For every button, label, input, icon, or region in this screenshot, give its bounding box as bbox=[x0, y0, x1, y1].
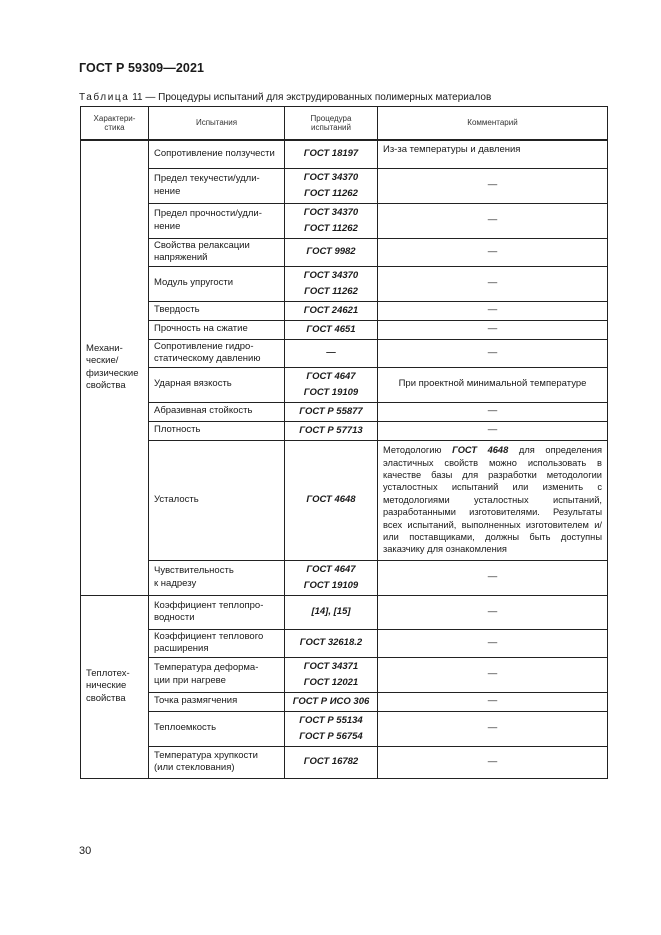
table-caption-label: Таблица bbox=[79, 92, 130, 103]
test-name: Абразивная стойкость bbox=[154, 405, 253, 417]
procedure-ref: ГОСТ Р 56754 bbox=[299, 730, 363, 742]
procedure-ref: ГОСТ 4648 bbox=[306, 494, 356, 505]
test-name: Усталость bbox=[154, 493, 199, 505]
col-header-comment bbox=[378, 107, 608, 141]
comment-text: — bbox=[487, 323, 498, 335]
procedure-ref: ГОСТ Р ИСО 306 bbox=[292, 695, 370, 707]
characteristic-text: Теплотех- нические свойства bbox=[86, 667, 130, 704]
procedure-cell bbox=[285, 421, 378, 440]
test-name: Коэффициент теплового расширения bbox=[154, 630, 264, 654]
comment-text: — bbox=[487, 424, 498, 436]
table-row bbox=[81, 320, 608, 339]
test-name-cell bbox=[149, 301, 285, 320]
procedure-ref: ГОСТ 16782 bbox=[303, 756, 359, 767]
test-name: Точка размягчения bbox=[154, 695, 238, 707]
procedure-ref: [14], [15] bbox=[311, 606, 351, 617]
comment-cell bbox=[378, 629, 608, 657]
procedure-cell bbox=[285, 266, 378, 301]
procedure-cell bbox=[285, 168, 378, 203]
table-row bbox=[81, 595, 608, 629]
test-name: Температура деформа- ции при нагреве bbox=[154, 662, 259, 686]
test-name: Коэффициент теплопро- водности bbox=[154, 599, 264, 623]
comment-cell bbox=[378, 238, 608, 266]
procedure-ref: ГОСТ Р 55877 bbox=[299, 405, 363, 417]
table-row bbox=[81, 367, 608, 402]
test-name-cell bbox=[149, 168, 285, 203]
table-row bbox=[81, 168, 608, 203]
procedure-ref: ГОСТ 4647 bbox=[306, 370, 356, 382]
test-name-cell bbox=[149, 402, 285, 421]
test-name: Теплоемкость bbox=[154, 722, 217, 734]
characteristic-cell bbox=[81, 140, 149, 595]
procedure-cell bbox=[285, 140, 378, 168]
table-row bbox=[81, 402, 608, 421]
comment-cell bbox=[378, 402, 608, 421]
comment-cell bbox=[378, 266, 608, 301]
comment-text: — bbox=[487, 571, 498, 583]
table-row bbox=[81, 203, 608, 238]
characteristic-cell bbox=[81, 595, 149, 778]
procedure-cell bbox=[285, 402, 378, 421]
procedure-cell bbox=[285, 560, 378, 595]
procedure-ref: ГОСТ 12021 bbox=[303, 676, 359, 688]
procedure-cell bbox=[285, 629, 378, 657]
table-caption bbox=[79, 92, 491, 103]
test-name-cell bbox=[149, 440, 285, 560]
test-name: Сопротивление ползучести bbox=[154, 148, 275, 159]
test-name-cell bbox=[149, 421, 285, 440]
procedure-cell bbox=[285, 339, 378, 367]
table-row bbox=[81, 711, 608, 746]
table-row bbox=[81, 657, 608, 692]
comment-cell bbox=[378, 440, 608, 560]
col-header-characteristic bbox=[81, 107, 149, 141]
comment-text: — bbox=[487, 304, 498, 316]
procedure-ref: ГОСТ Р 55134 bbox=[299, 714, 363, 726]
test-name-cell bbox=[149, 140, 285, 168]
procedure-ref: ГОСТ 34370 bbox=[303, 206, 359, 218]
procedure-cell bbox=[285, 711, 378, 746]
comment-text: Методологию bbox=[383, 445, 453, 456]
page-number: 30 bbox=[79, 845, 92, 857]
comment-cell bbox=[378, 320, 608, 339]
table-row bbox=[81, 301, 608, 320]
comment-text: для определения эластичных свойств можно использовать в качестве базы для разработки методологии усталостных испытаний или изменить с методологиями усталостных испытаний, разработанными изготовителями. Результаты всех испытаний, выполненных изготовителем и/или поставщиками, должны быть доступны заказчику для ознакомления bbox=[383, 445, 603, 555]
table-row bbox=[81, 266, 608, 301]
comment-text: — bbox=[487, 179, 498, 191]
col-header-procedure bbox=[285, 107, 378, 141]
test-name-cell bbox=[149, 657, 285, 692]
comment-cell bbox=[378, 339, 608, 367]
test-name: Прочность на сжатие bbox=[154, 323, 248, 335]
comment-cell bbox=[378, 746, 608, 778]
procedure-cell bbox=[285, 367, 378, 402]
procedure-ref: ГОСТ 34371 bbox=[303, 660, 359, 672]
test-name-cell bbox=[149, 339, 285, 367]
test-name: Твердость bbox=[154, 304, 200, 316]
procedure-ref: ГОСТ 34370 bbox=[303, 269, 359, 281]
comment-text: — bbox=[487, 277, 498, 289]
comment-cell bbox=[378, 595, 608, 629]
procedure-ref: ГОСТ 4647 bbox=[306, 563, 356, 575]
procedure-ref: — bbox=[326, 347, 336, 358]
characteristic-text: Механи- ческие/ физические свойства bbox=[86, 342, 139, 392]
comment-cell bbox=[378, 301, 608, 320]
table-head bbox=[81, 107, 608, 141]
procedure-cell bbox=[285, 301, 378, 320]
table-row bbox=[81, 339, 608, 367]
comment-cell bbox=[378, 168, 608, 203]
procedure-ref: ГОСТ 11262 bbox=[304, 222, 358, 234]
test-name: Свойства релаксации напряжений bbox=[154, 239, 250, 263]
document-header: ГОСТ Р 59309—2021 bbox=[79, 61, 205, 75]
comment-text: — bbox=[487, 636, 498, 648]
test-name-cell bbox=[149, 560, 285, 595]
test-name: Температура хрупкости (или стеклования) bbox=[154, 749, 258, 773]
comment-text: — bbox=[487, 214, 498, 226]
procedure-cell bbox=[285, 657, 378, 692]
procedure-ref: ГОСТ 18197 bbox=[303, 148, 359, 160]
table-row bbox=[81, 692, 608, 711]
table-row bbox=[81, 440, 608, 560]
test-name: Ударная вязкость bbox=[154, 378, 232, 390]
table-row bbox=[81, 238, 608, 266]
comment-text: При проектной минимальной температуре bbox=[398, 378, 587, 390]
table-row bbox=[81, 140, 608, 168]
table-row bbox=[81, 629, 608, 657]
comment-standard-ref: ГОСТ 4648 bbox=[452, 445, 509, 456]
test-name-cell bbox=[149, 692, 285, 711]
procedure-cell bbox=[285, 746, 378, 778]
procedure-cell bbox=[285, 320, 378, 339]
test-name: Модуль упругости bbox=[154, 277, 234, 289]
test-name: Предел прочности/удли- нение bbox=[154, 208, 262, 232]
procedure-cell bbox=[285, 203, 378, 238]
test-name: Плотность bbox=[154, 424, 201, 436]
table-caption-text: 11 — Процедуры испытаний для экструдированных полимерных материалов bbox=[129, 92, 492, 103]
comment-cell bbox=[378, 140, 608, 168]
comment-cell bbox=[378, 421, 608, 440]
col-header-comment-text: Комментарий bbox=[467, 118, 518, 128]
comment-cell bbox=[378, 711, 608, 746]
comment-cell bbox=[378, 560, 608, 595]
test-name: Сопротивление гидро- статическому давлению bbox=[154, 340, 261, 364]
test-procedures-table bbox=[80, 106, 608, 779]
table-row bbox=[81, 560, 608, 595]
comment-cell bbox=[378, 657, 608, 692]
procedure-ref: ГОСТ 32618.2 bbox=[299, 637, 363, 648]
comment-text: — bbox=[487, 245, 498, 257]
comment-text: — bbox=[487, 405, 498, 417]
table-body bbox=[81, 140, 608, 778]
test-name-cell bbox=[149, 595, 285, 629]
comment-cell bbox=[378, 692, 608, 711]
procedure-ref: ГОСТ Р 57713 bbox=[299, 424, 363, 436]
procedure-ref: ГОСТ 11262 bbox=[304, 187, 358, 199]
table-row bbox=[81, 421, 608, 440]
test-name-cell bbox=[149, 629, 285, 657]
test-name: Предел текучести/удли- нение bbox=[154, 173, 260, 197]
comment-text: — bbox=[487, 605, 498, 617]
comment-text: — bbox=[487, 695, 498, 707]
procedure-cell bbox=[285, 595, 378, 629]
test-name: Чувствительность к надрезу bbox=[154, 565, 234, 589]
test-name-cell bbox=[149, 711, 285, 746]
col-header-test-text: Испытания bbox=[195, 118, 238, 128]
col-header-characteristic-text: Характери- стика bbox=[93, 113, 136, 132]
procedure-ref: ГОСТ 9982 bbox=[306, 246, 356, 257]
comment-text: — bbox=[487, 668, 498, 680]
col-header-test bbox=[149, 107, 285, 141]
comment-cell bbox=[378, 367, 608, 402]
comment-text: — bbox=[487, 722, 498, 734]
comment-text: — bbox=[487, 346, 498, 358]
test-name-cell bbox=[149, 320, 285, 339]
comment-cell bbox=[378, 203, 608, 238]
procedure-ref: ГОСТ 34370 bbox=[303, 171, 359, 183]
comment-text: — bbox=[487, 755, 498, 767]
procedure-ref: ГОСТ 24621 bbox=[303, 304, 359, 316]
table-row bbox=[81, 746, 608, 778]
test-name-cell bbox=[149, 203, 285, 238]
procedure-cell bbox=[285, 692, 378, 711]
table-header-row bbox=[81, 107, 608, 141]
test-name-cell bbox=[149, 238, 285, 266]
procedure-ref: ГОСТ 19109 bbox=[303, 386, 359, 398]
procedure-ref: ГОСТ 4651 bbox=[306, 323, 356, 335]
procedure-ref: ГОСТ 11262 bbox=[304, 285, 358, 297]
col-header-procedure-text: Процедура испытаний bbox=[310, 113, 352, 132]
procedure-ref: ГОСТ 19109 bbox=[303, 579, 359, 591]
procedure-cell bbox=[285, 440, 378, 560]
procedure-cell bbox=[285, 238, 378, 266]
test-name-cell bbox=[149, 746, 285, 778]
comment-text: Из-за температуры и давления bbox=[383, 144, 521, 155]
test-name-cell bbox=[149, 367, 285, 402]
test-name-cell bbox=[149, 266, 285, 301]
